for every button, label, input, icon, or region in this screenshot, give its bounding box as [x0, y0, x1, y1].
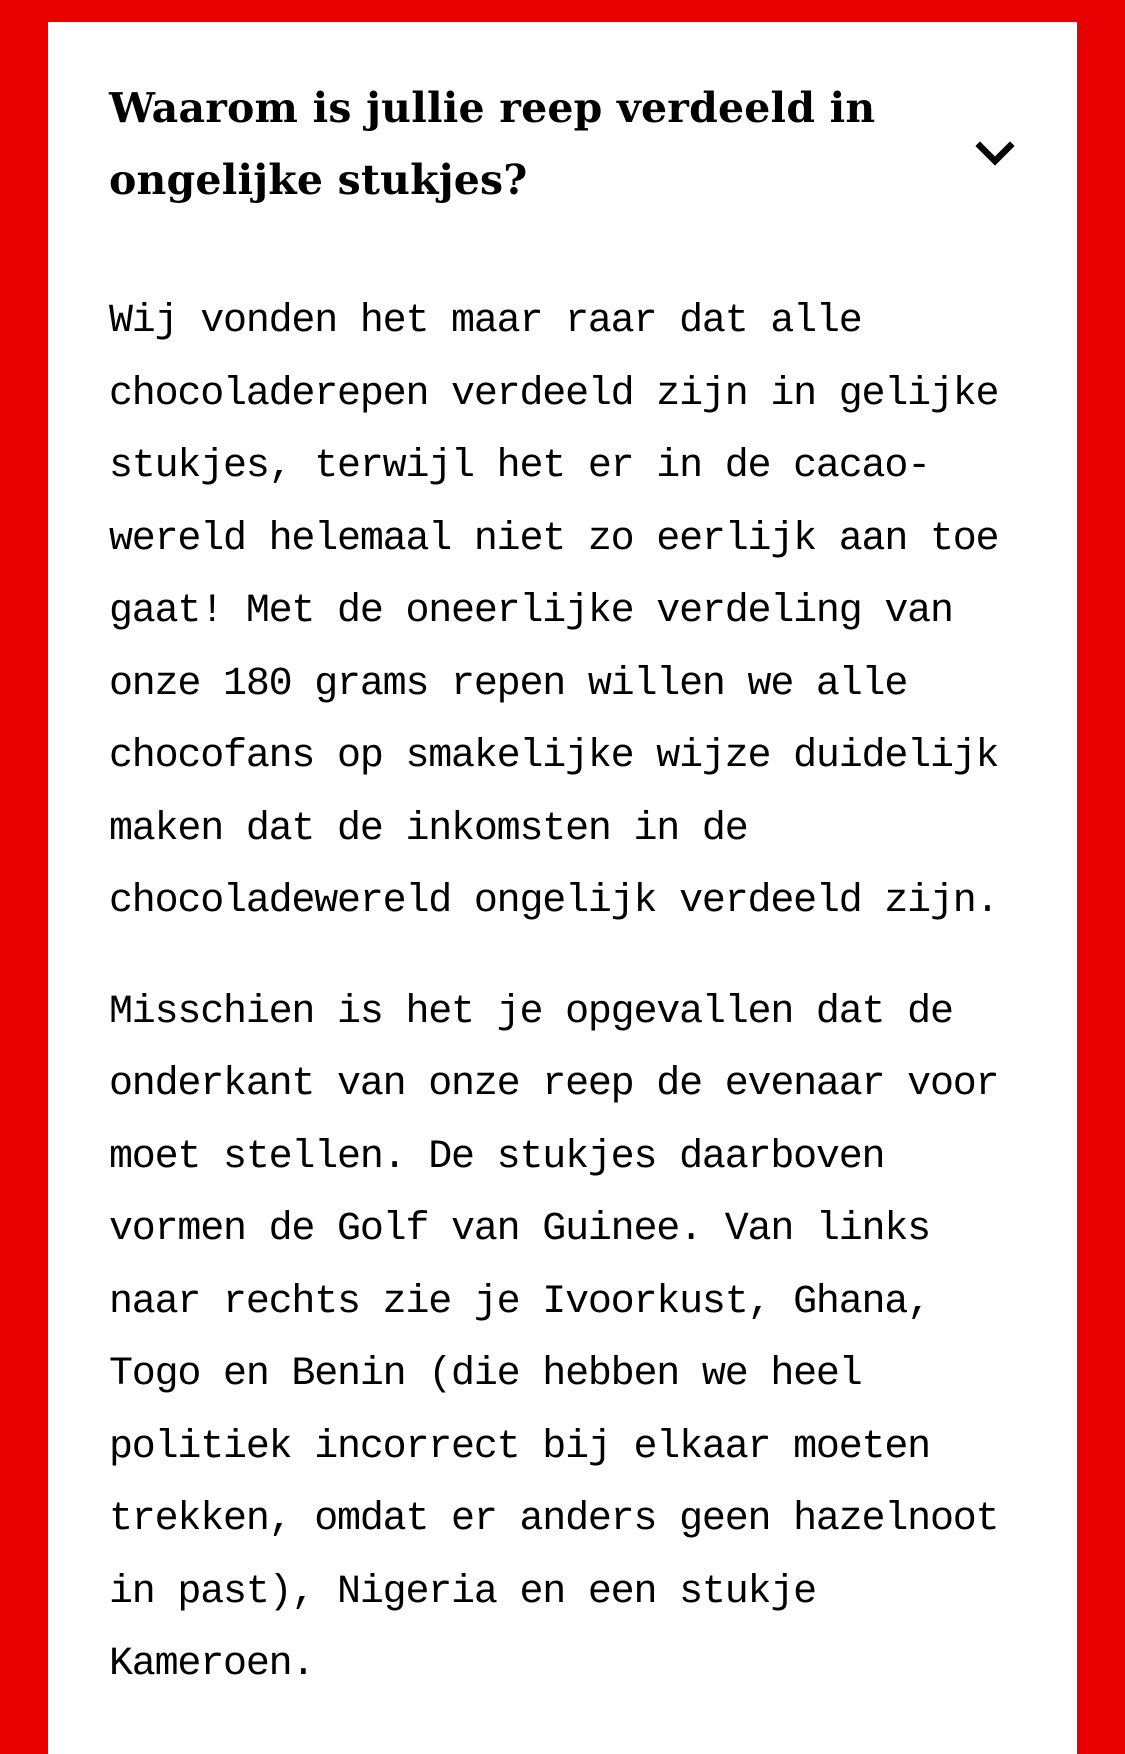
faq-question[interactable]: Waarom is jullie reep verdeeld in ongelijke stukjes?: [109, 84, 876, 204]
faq-panel: [48, 22, 1077, 1754]
faq-item-header[interactable]: [109, 72, 1001, 216]
answer-paragraph: Misschien is het je opgevallen dat de onderkant van onze reep de evenaar voor moet stellen. De stukjes daarboven vormen de Golf van Guinee. Van links naar rechts zie je Ivoorkust, Ghana, Togo en Benin (die hebben we heel politiek incorrect bij elkaar moeten trekken, omdat er anders geen hazelnoot in past), Nigeria en een stukje Kameroen.: [109, 989, 999, 1687]
chevron-down-icon[interactable]: [975, 140, 1015, 168]
answer-paragraph: Wij vonden het maar raar dat alle chocoladerepen verdeeld zijn in gelijke stukjes, terwijl het er in de cacao-wereld helemaal niet zo eerlijk aan toe gaat! Met de oneerlijke verdeling van onze 180 grams repen willen we alle chocofans op smakelijke wijze duidelijk maken dat de inkomsten in de chocoladewereld ongelijk verdeeld zijn.: [109, 299, 999, 924]
faq-answer: [109, 286, 1001, 1702]
